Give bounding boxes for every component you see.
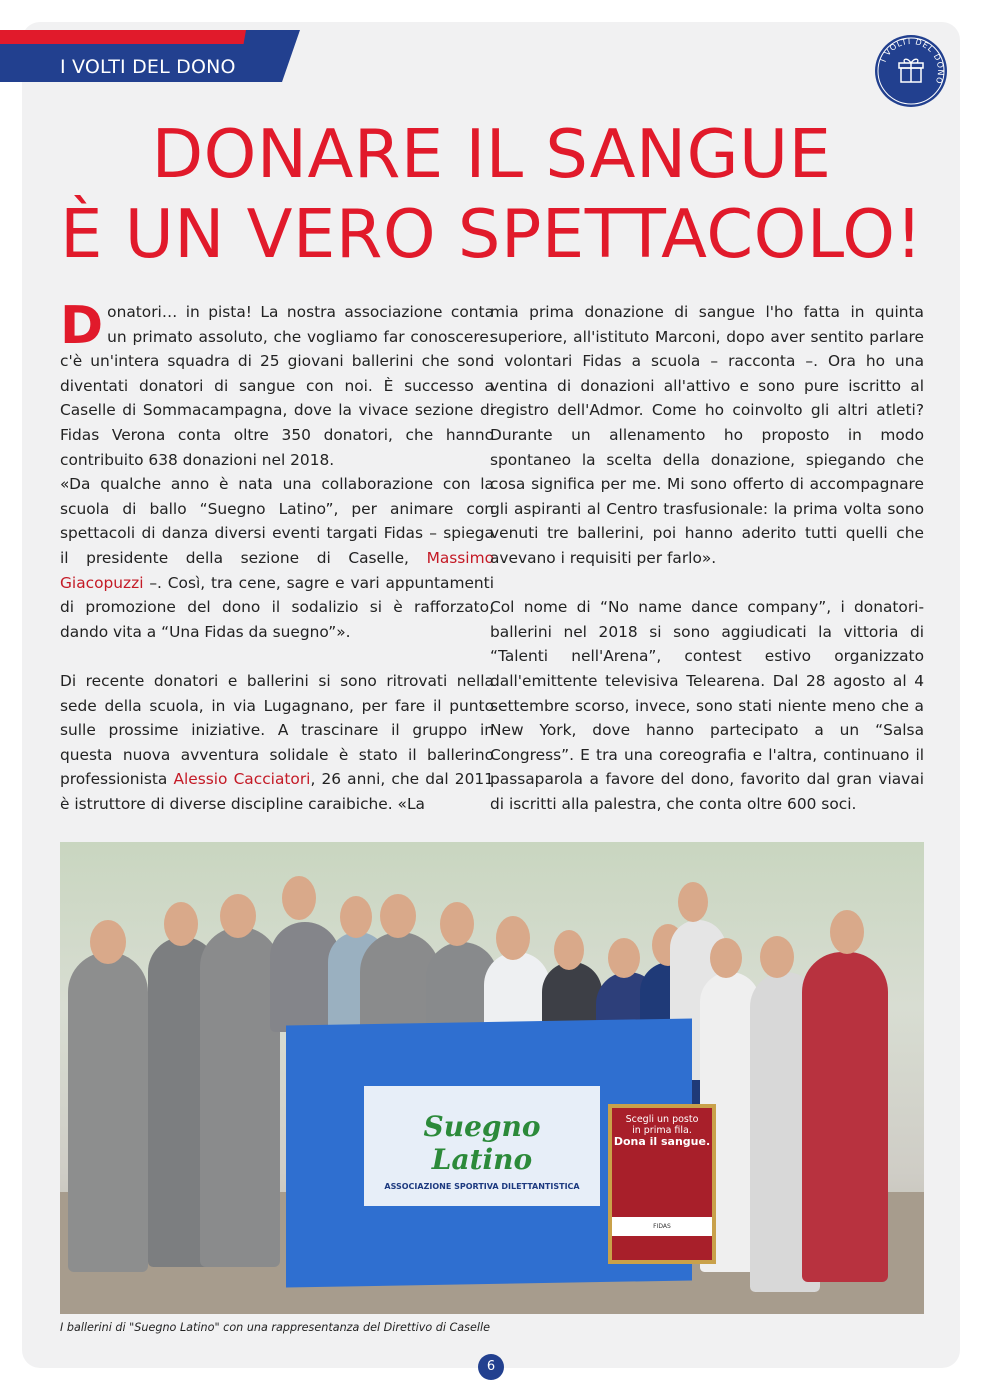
photo-person (802, 952, 888, 1282)
photo-person (68, 952, 148, 1272)
paragraph: mia prima donazione di sangue l'ho fatta in quinta superiore, all'istituto Marconi, dopo aver sentito parlare i volontari Fidas a scuola – racconta –. Ora ho una ventina di donazioni all'attivo e sono pure iscritto al registro dell'Admor. Come ho coinvolto gli altri atleti? Durante un allenamento ho proposto in modo spontaneo la scelta della donazione, spiegando che cosa significa per me. Mi sono offerto di accompagnare gli aspiranti al Centro trasfusionale: la prima volta sono venuti tre ballerini, poi hanno aderito tutti quelli che avevano i requisiti per farlo». (490, 303, 924, 567)
photo-caption: I ballerini di "Suegno Latino" con una rappresentanza del Direttivo di Caselle (60, 1321, 490, 1334)
title-line-1: DONARE IL SANGUE (151, 115, 832, 193)
banner-logo: Suegno Latino (423, 1110, 541, 1176)
photo-person-head (440, 902, 474, 946)
photo-person-head (710, 938, 742, 978)
article-column-right (490, 300, 924, 816)
section-band-accent (0, 30, 246, 44)
paragraph: Col nome di “No name dance company”, i donatori-ballerini nel 2018 si sono aggiudicati la vittoria di “Talenti nell'Arena”, contest estivo organizzato dall'emittente televisiva Telearena. Dal 28 agosto al 4 settembre scorso, invece, sono stati niente meno che a New York, dove hanno partecipato a un “Salsa Congress”. E tra una coreografia e l'altra, continuano il passaparola a favore del dono, favorito dal gran viavai di iscritti alla palestra, che conta oltre 600 soci. (490, 598, 924, 813)
title-line-2: È UN VERO SPETTACOLO! (60, 195, 923, 273)
photo-person-head (90, 920, 126, 964)
photo-person-head (380, 894, 416, 938)
photo-person-head (340, 896, 372, 938)
gift-badge-icon (874, 34, 948, 108)
section-label: I VOLTI DEL DONO (60, 56, 236, 78)
paragraph-text: Di recente donatori e ballerini si sono ritrovati nella sede della scuola, in via Lugagnano, per fare il punto sulle prossime iniziative. A trascinare il gruppo in questa nuova avventura solidale è stato il ballerino professionista (60, 671, 494, 789)
paragraph-text: –. Così, tra cene, sagre e vari appuntamenti di promozione del dono il sodalizio si è rafforzato, dando vita a “Una Fidas da suegno”». (60, 573, 494, 641)
poster-line: Dona il sangue. (613, 1135, 711, 1148)
group-photo (60, 842, 924, 1314)
banner-subtitle: ASSOCIAZIONE SPORTIVA DILETTANTISTICA (384, 1182, 580, 1191)
page-title (0, 114, 983, 274)
paragraph-text: onatori… in pista! La nostra associazione conta un primato assoluto, che vogliamo far conoscere: c'è un'intera squadra di 25 giovani ballerini che sono diventati donatori di sangue con noi. È successo a Caselle di Sommacampagna, dove la vivace sezione di Fidas Verona conta oltre 350 donatori, che hanno contribuito 638 donazioni nel 2018. (60, 303, 494, 469)
photo-person-head (282, 876, 316, 920)
photo-person-head (554, 930, 584, 970)
photo-person-head (678, 882, 708, 922)
photo-person-head (496, 916, 530, 960)
paragraph (60, 296, 494, 472)
paragraph (60, 472, 494, 644)
person-name: Massimo Giacopuzzi (60, 548, 494, 592)
photo-person-head (830, 910, 864, 954)
poster (608, 1104, 716, 1264)
poster-brand: FIDAS (612, 1217, 712, 1236)
photo-person-head (164, 902, 198, 946)
poster-line: Scegli un posto (625, 1114, 699, 1125)
photo-person-head (220, 894, 256, 938)
badge-text: I VOLTI DEL DONO (878, 36, 946, 86)
article-column-left (60, 296, 494, 816)
photo-person-head (760, 936, 794, 978)
photo-person-head (608, 938, 640, 978)
poster-line: in prima fila. (632, 1125, 692, 1136)
photo-person (200, 927, 280, 1267)
person-name: Alessio Cacciatori (173, 770, 311, 789)
drop-cap: D (60, 296, 104, 356)
poster-content (612, 1108, 712, 1260)
paragraph-text: , 26 anni, che dal 2011 è istruttore di diverse discipline caraibiche. «La (60, 770, 494, 813)
paragraph (60, 669, 494, 817)
paragraph-text: «Da qualche anno è nata una collaborazione con la scuola di ballo “Suegno Latino”, per animare con spettacoli di danza diversi eventi targati Fidas – spiega il presidente della sezione di Caselle, (60, 475, 494, 567)
page-number: 6 (478, 1354, 504, 1380)
